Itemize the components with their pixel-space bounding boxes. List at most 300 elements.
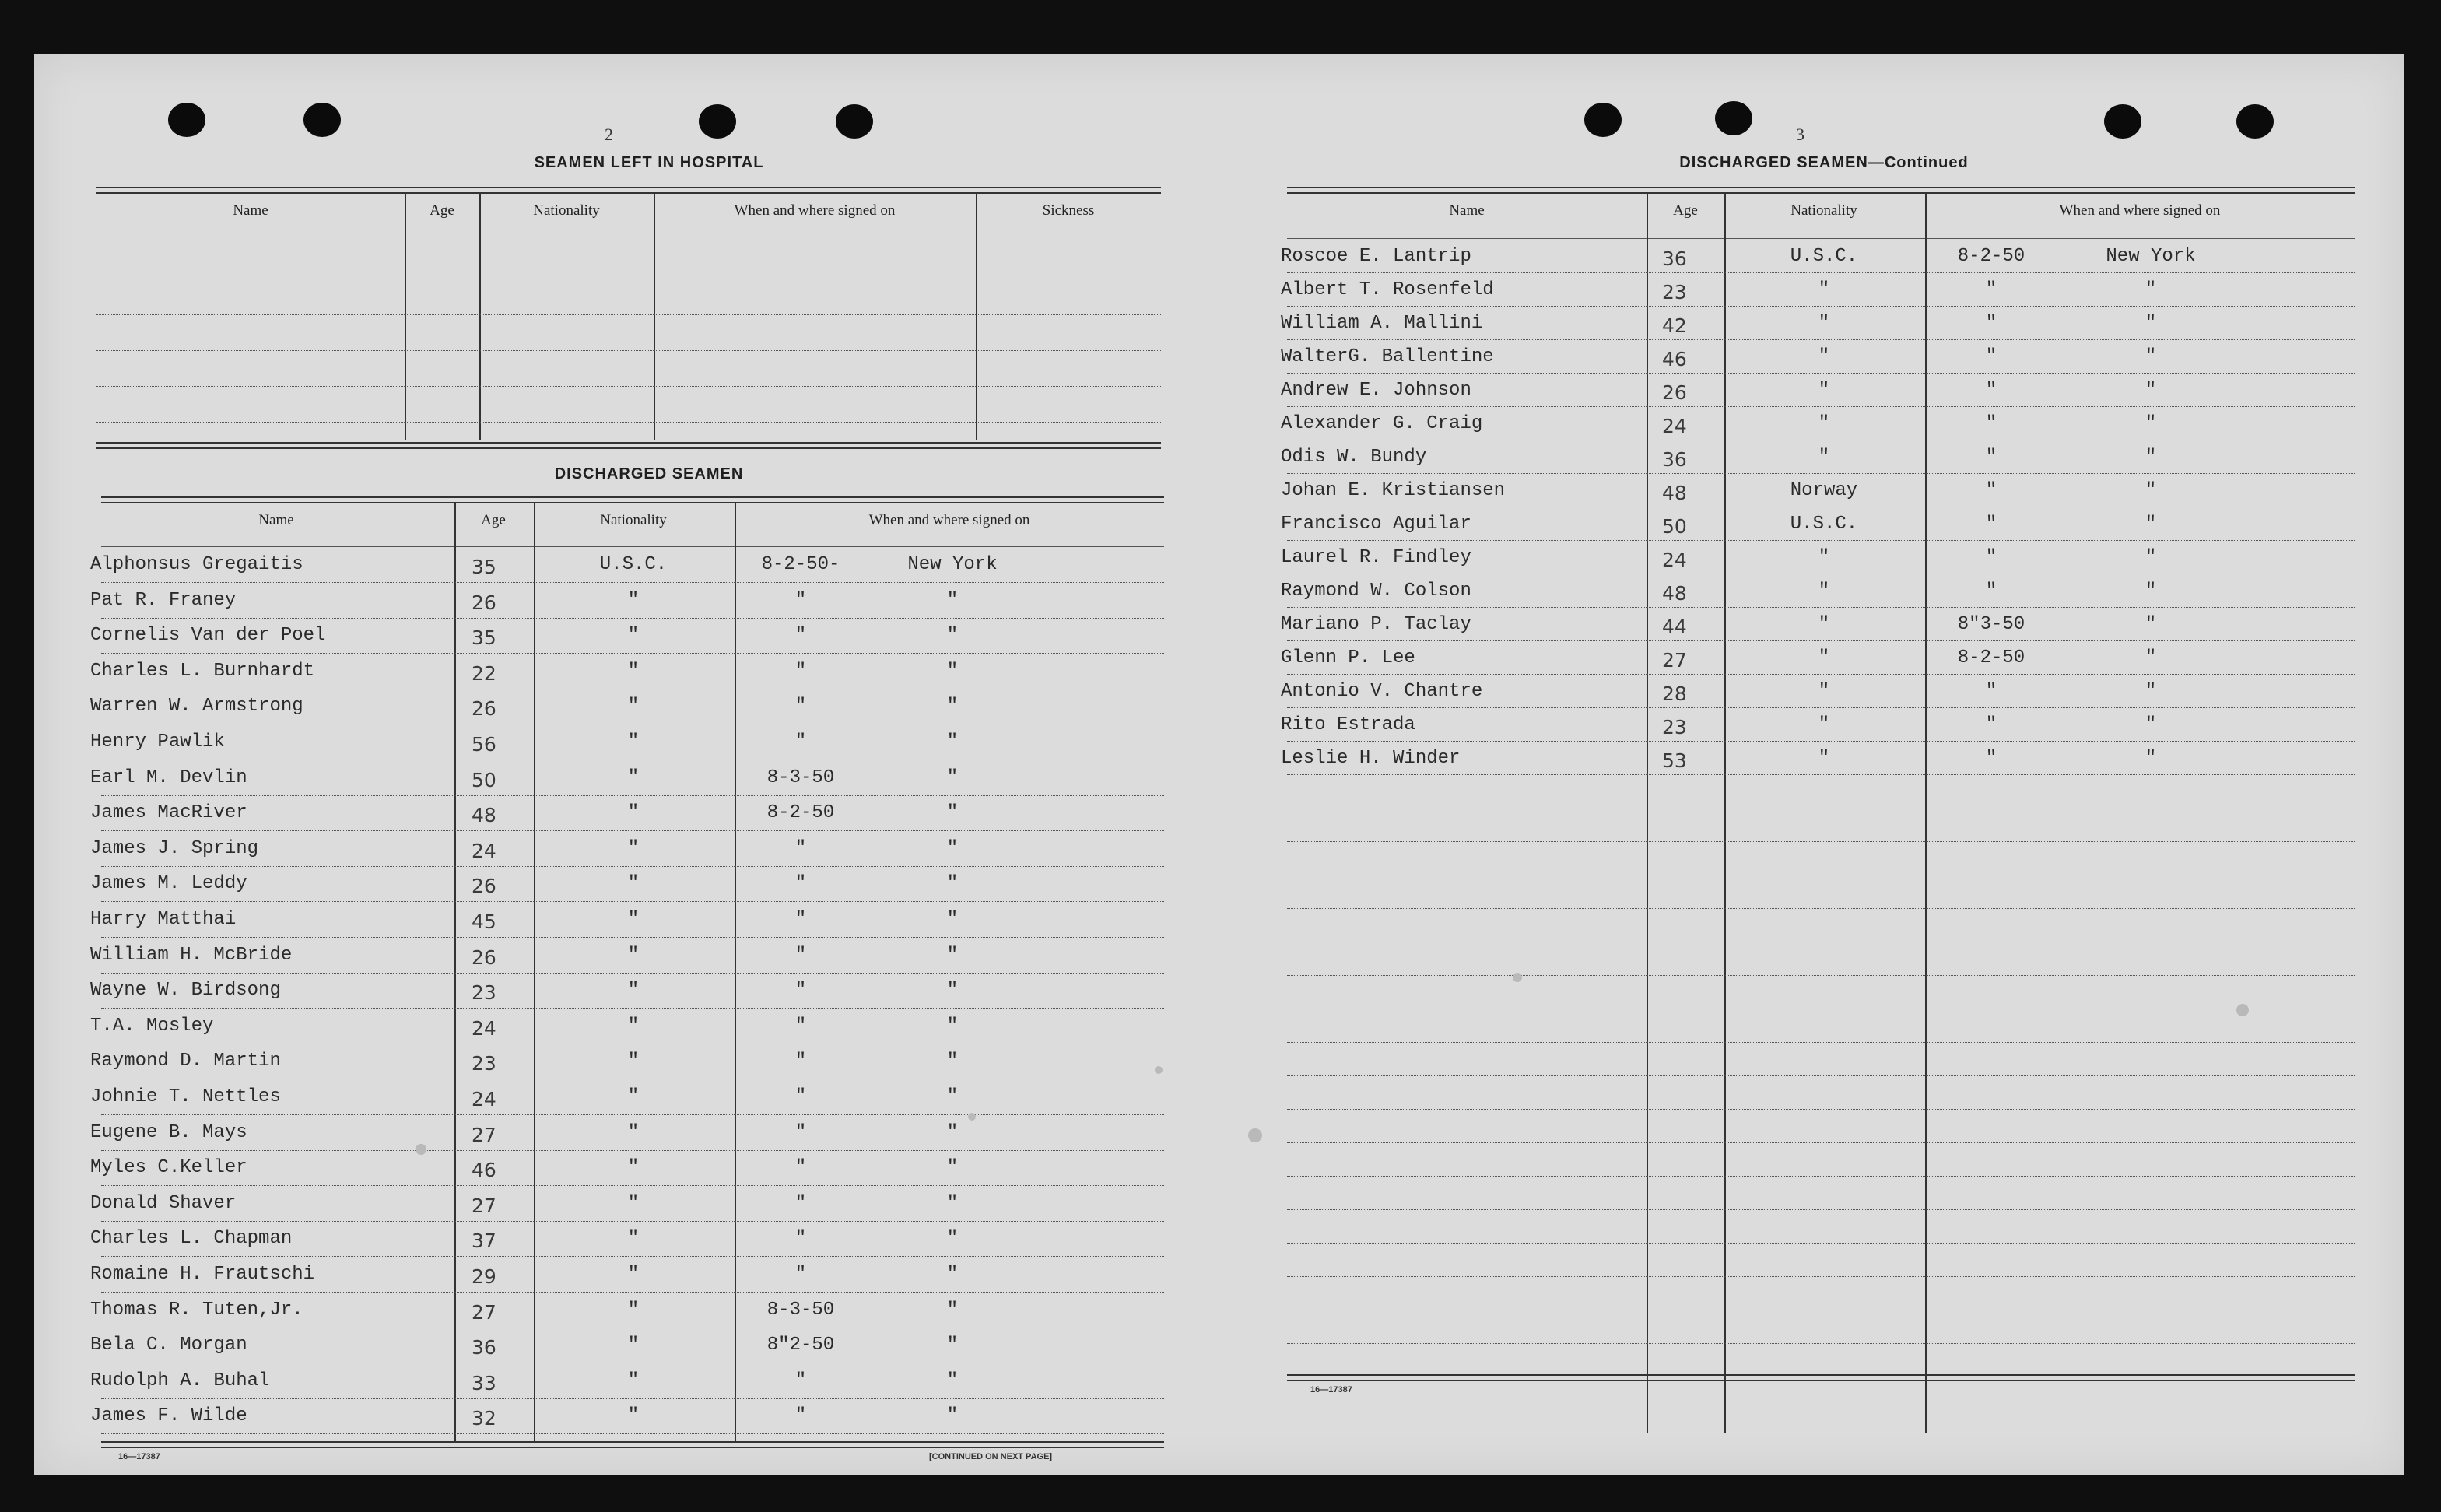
seaman-nationality: ": [1818, 447, 1830, 468]
seaman-age: 26: [472, 945, 496, 969]
seaman-age: 23: [472, 981, 496, 1005]
continued-note: [CONTINUED ON NEXT PAGE]: [929, 1452, 1053, 1461]
signed-on-place: ": [2145, 581, 2157, 602]
seaman-nationality: ": [1818, 714, 1830, 735]
discharged-col-name: Name: [258, 512, 294, 528]
seaman-nationality: ": [627, 1335, 640, 1356]
signed-on-place: ": [2145, 614, 2157, 635]
signed-on-place: ": [946, 944, 959, 966]
row-line: [101, 973, 1164, 974]
punch-hole: [836, 104, 873, 139]
signed-on-place: ": [946, 837, 959, 859]
right-col-nationality: Nationality: [1790, 202, 1857, 219]
signed-on-date: ": [794, 1051, 807, 1072]
seaman-name: Leslie H. Winder: [1281, 748, 1461, 769]
signed-on-date: ": [794, 944, 807, 966]
signed-on-date: 8-3-50: [766, 1299, 835, 1321]
signed-on-place: ": [946, 767, 959, 788]
row-line: [101, 1150, 1164, 1151]
seaman-name: Rudolph A. Buhal: [90, 1370, 270, 1391]
seaman-nationality: ": [627, 660, 640, 682]
signed-on-date: ": [794, 909, 807, 930]
signed-on-place: ": [946, 1405, 959, 1427]
empty-row-line: [96, 422, 1161, 423]
rule: [1287, 238, 2355, 239]
seaman-age: 27: [472, 1300, 496, 1324]
rule: [101, 496, 1164, 503]
seaman-nationality: U.S.C.: [599, 554, 668, 575]
signed-on-date: ": [794, 837, 807, 859]
seaman-name: Johnie T. Nettles: [90, 1086, 281, 1107]
form-number-right: 16—17387: [1310, 1385, 1352, 1394]
signed-on-date: ": [794, 1086, 807, 1107]
signed-on-place: ": [946, 1051, 959, 1072]
paper-speck: [1155, 1066, 1163, 1074]
punch-hole: [303, 103, 341, 137]
seaman-age: 28: [1662, 682, 1687, 705]
signed-on-place: ": [946, 802, 959, 824]
seaman-nationality: ": [627, 873, 640, 895]
discharged-section-title: DISCHARGED SEAMEN: [554, 465, 744, 482]
seaman-age: 24: [1662, 549, 1687, 571]
form-number-left: 16—17387: [118, 1452, 160, 1461]
seaman-nationality: ": [627, 625, 640, 647]
empty-row-line: [1287, 1209, 2355, 1210]
signed-on-place: ": [946, 1299, 959, 1321]
seaman-nationality: ": [627, 1051, 640, 1072]
seaman-name: Romaine H. Frautschi: [90, 1264, 315, 1285]
punch-hole: [2104, 104, 2141, 139]
col-divider: [1647, 193, 1648, 1433]
hospital-col-sickness: Sickness: [1042, 202, 1095, 219]
signed-on-place: ": [946, 1192, 959, 1214]
signed-on-place: ": [2145, 346, 2157, 367]
seaman-name: Earl M. Devlin: [90, 767, 247, 788]
signed-on-place: ": [2145, 647, 2157, 668]
seaman-nationality: ": [627, 1157, 640, 1179]
seaman-nationality: ": [627, 802, 640, 824]
seaman-age: 27: [472, 1123, 496, 1146]
signed-on-place: ": [946, 1086, 959, 1107]
row-line: [1287, 640, 2355, 641]
signed-on-place: ": [946, 1370, 959, 1391]
seaman-nationality: ": [1818, 681, 1830, 702]
empty-row-line: [1287, 1142, 2355, 1143]
seaman-nationality: ": [1818, 547, 1830, 568]
row-line: [101, 795, 1164, 796]
rule: [1287, 187, 2355, 194]
seaman-name: Warren W. Armstrong: [90, 696, 303, 717]
signed-on-place: ": [946, 873, 959, 895]
signed-on-date: ": [1985, 581, 1997, 602]
signed-on-date: ": [1985, 380, 1997, 401]
seaman-nationality: ": [1818, 581, 1830, 602]
signed-on-date: ": [794, 1192, 807, 1214]
row-line: [1287, 473, 2355, 474]
seaman-age: 26: [472, 875, 496, 898]
signed-on-place: ": [2145, 547, 2157, 568]
row-line: [101, 653, 1164, 654]
signed-on-date: ": [1985, 279, 1997, 300]
seaman-nationality: ": [1818, 748, 1830, 769]
seaman-name: Mariano P. Taclay: [1281, 614, 1471, 635]
seaman-nationality: ": [1818, 614, 1830, 635]
row-line: [1287, 373, 2355, 374]
seaman-name: Laurel R. Findley: [1281, 547, 1471, 568]
punch-hole: [1715, 101, 1752, 135]
signed-on-date: ": [1985, 547, 1997, 568]
signed-on-place: ": [2145, 514, 2157, 535]
hospital-col-nationality: Nationality: [533, 202, 600, 219]
row-line: [101, 1185, 1164, 1186]
col-divider: [654, 193, 655, 440]
seaman-age: 37: [472, 1230, 496, 1253]
signed-on-date: ": [794, 1264, 807, 1285]
seaman-name: James F. Wilde: [90, 1405, 247, 1427]
seaman-age: 23: [1662, 281, 1687, 303]
discharged-col-age: Age: [481, 512, 506, 528]
seaman-age: 23: [472, 1052, 496, 1075]
seaman-nationality: ": [627, 1299, 640, 1321]
seaman-name: William A. Mallini: [1281, 313, 1483, 334]
signed-on-date: 8-3-50: [766, 767, 835, 788]
seaman-nationality: ": [627, 696, 640, 717]
empty-row-line: [1287, 1276, 2355, 1277]
seaman-name: Antonio V. Chantre: [1281, 681, 1483, 702]
seaman-age: 24: [472, 1016, 496, 1040]
signed-on-place: ": [946, 1015, 959, 1037]
signed-on-date: 8"2-50: [766, 1335, 835, 1356]
row-line: [101, 618, 1164, 619]
seaman-nationality: ": [627, 980, 640, 1002]
crew-list-sheet: [34, 54, 2404, 1475]
signed-on-place: ": [2145, 313, 2157, 334]
rule: [96, 442, 1161, 449]
seaman-name: Raymond D. Martin: [90, 1051, 281, 1072]
seaman-nationality: ": [627, 1264, 640, 1285]
signed-on-date: ": [1985, 514, 1997, 535]
rule: [101, 546, 1164, 547]
row-line: [1287, 774, 2355, 775]
empty-row-line: [1287, 841, 2355, 842]
seaman-nationality: ": [627, 1228, 640, 1250]
seaman-nationality: ": [627, 1015, 640, 1037]
rule: [1287, 1374, 2355, 1381]
seaman-name: Odis W. Bundy: [1281, 447, 1427, 468]
signed-on-place: ": [2145, 413, 2157, 434]
signed-on-place: ": [946, 980, 959, 1002]
signed-on-place: ": [2145, 714, 2157, 735]
row-line: [101, 1433, 1164, 1434]
paper-speck: [416, 1144, 426, 1155]
signed-on-place: ": [946, 696, 959, 717]
seaman-name: Bela C. Morgan: [90, 1335, 247, 1356]
paper-speck: [1513, 973, 1522, 982]
seaman-name: Wayne W. Birdsong: [90, 980, 281, 1002]
row-line: [101, 937, 1164, 938]
row-line: [1287, 707, 2355, 708]
col-divider: [405, 193, 406, 440]
seaman-name: James MacRiver: [90, 802, 247, 824]
seaman-name: WalterG. Ballentine: [1281, 346, 1494, 367]
signed-on-place: ": [2145, 480, 2157, 501]
empty-row-line: [1287, 1176, 2355, 1177]
rule: [101, 1441, 1164, 1448]
row-line: [1287, 741, 2355, 742]
signed-on-date: ": [794, 731, 807, 752]
row-line: [1287, 674, 2355, 675]
signed-on-place: ": [2145, 447, 2157, 468]
hospital-col-signed-on: When and where signed on: [734, 202, 896, 219]
signed-on-date: ": [794, 589, 807, 611]
rule: [96, 187, 1161, 194]
row-line: [101, 830, 1164, 831]
paper-speck: [2236, 1004, 2249, 1016]
signed-on-place: ": [2145, 279, 2157, 300]
row-line: [1287, 540, 2355, 541]
empty-row-line: [1287, 1343, 2355, 1344]
paper-speck: [1248, 1128, 1262, 1142]
seaman-age: 32: [472, 1407, 496, 1430]
signed-on-place: New York: [907, 554, 998, 575]
seaman-age: 50: [472, 768, 496, 791]
row-line: [101, 1008, 1164, 1009]
seaman-nationality: ": [1818, 413, 1830, 434]
signed-on-place: ": [2145, 681, 2157, 702]
seaman-age: 36: [1662, 448, 1687, 471]
row-line: [101, 901, 1164, 902]
seaman-nationality: ": [627, 1192, 640, 1214]
seaman-name: Henry Pawlik: [90, 731, 225, 752]
seaman-age: 53: [1662, 749, 1687, 772]
empty-row-line: [1287, 975, 2355, 976]
seaman-age: 36: [472, 1336, 496, 1359]
seaman-name: Thomas R. Tuten,Jr.: [90, 1299, 303, 1321]
seaman-age: 26: [472, 697, 496, 721]
row-line: [1287, 406, 2355, 407]
page-number-right: 3: [1796, 125, 1804, 144]
seaman-nationality: ": [1818, 647, 1830, 668]
seaman-age: 22: [472, 661, 496, 685]
signed-on-date: ": [1985, 681, 1997, 702]
signed-on-date: ": [1985, 480, 1997, 501]
seaman-nationality: ": [1818, 346, 1830, 367]
seaman-age: 26: [1662, 381, 1687, 404]
row-line: [101, 1256, 1164, 1257]
seaman-name: Alphonsus Gregaitis: [90, 554, 303, 575]
seaman-nationality: ": [627, 1086, 640, 1107]
signed-on-date: 8"3-50: [1957, 614, 2025, 635]
seaman-age: 24: [1662, 415, 1687, 437]
signed-on-date: ": [1985, 413, 1997, 434]
right-col-age: Age: [1673, 202, 1698, 219]
seaman-age: 48: [1662, 482, 1687, 504]
seaman-nationality: ": [627, 1405, 640, 1427]
col-divider: [1724, 193, 1726, 1433]
hospital-section-title: SEAMEN LEFT IN HOSPITAL: [534, 154, 764, 171]
seaman-age: 48: [1662, 582, 1687, 605]
signed-on-place: ": [946, 625, 959, 647]
empty-row-line: [1287, 908, 2355, 909]
seaman-name: William H. McBride: [90, 944, 293, 966]
signed-on-place: ": [946, 1121, 959, 1143]
punch-hole: [699, 104, 736, 139]
seaman-age: 36: [1662, 247, 1687, 270]
seaman-nationality: ": [627, 837, 640, 859]
seaman-age: 27: [1662, 649, 1687, 672]
seaman-nationality: ": [627, 1121, 640, 1143]
seaman-age: 46: [1662, 348, 1687, 370]
seaman-age: 35: [472, 556, 496, 578]
signed-on-place: ": [946, 1228, 959, 1250]
seaman-name: Cornelis Van der Poel: [90, 625, 326, 647]
seaman-name: Roscoe E. Lantrip: [1281, 246, 1471, 267]
seaman-name: Rito Estrada: [1281, 714, 1415, 735]
seaman-nationality: ": [627, 944, 640, 966]
discharged-col-signed-on: When and where signed on: [868, 512, 1030, 528]
signed-on-date: ": [1985, 447, 1997, 468]
empty-row-line: [96, 386, 1161, 387]
seaman-age: 50: [1662, 515, 1687, 538]
discharged-continued-title: DISCHARGED SEAMEN—Continued: [1679, 154, 1969, 171]
signed-on-date: ": [1985, 714, 1997, 735]
seaman-name: Charles L. Burnhardt: [90, 660, 315, 682]
empty-row-line: [96, 350, 1161, 351]
signed-on-date: ": [794, 1015, 807, 1037]
signed-on-date: 8-2-50: [1957, 246, 2025, 267]
discharged-col-nationality: Nationality: [600, 512, 667, 528]
seaman-nationality: ": [1818, 313, 1830, 334]
signed-on-date: 8-2-50: [766, 802, 835, 824]
seaman-name: Charles L. Chapman: [90, 1228, 293, 1250]
row-line: [101, 582, 1164, 583]
hospital-col-name: Name: [233, 202, 268, 219]
seaman-age: 56: [472, 733, 496, 756]
seaman-name: Francisco Aguilar: [1281, 514, 1471, 535]
signed-on-date: 8-2-50: [1957, 647, 2025, 668]
col-divider: [479, 193, 481, 440]
page-number-left: 2: [605, 125, 613, 144]
row-line: [1287, 306, 2355, 307]
seaman-age: 33: [472, 1371, 496, 1394]
signed-on-place: ": [946, 660, 959, 682]
empty-row-line: [1287, 1109, 2355, 1110]
seaman-name: Andrew E. Johnson: [1281, 380, 1471, 401]
seaman-name: Harry Matthai: [90, 909, 237, 930]
seaman-age: 26: [472, 591, 496, 614]
signed-on-place: ": [946, 909, 959, 930]
seaman-name: Myles C.Keller: [90, 1157, 247, 1179]
signed-on-place: ": [2145, 380, 2157, 401]
signed-on-place: ": [2145, 748, 2157, 769]
seaman-name: Alexander G. Craig: [1281, 413, 1483, 434]
right-col-name: Name: [1449, 202, 1485, 219]
row-line: [101, 1221, 1164, 1222]
seaman-name: Johan E. Kristiansen: [1281, 480, 1506, 501]
seaman-age: 24: [472, 1088, 496, 1110]
seaman-name: Pat R. Franey: [90, 589, 237, 611]
seaman-age: 29: [472, 1265, 496, 1288]
signed-on-date: ": [794, 1228, 807, 1250]
signed-on-date: ": [794, 660, 807, 682]
seaman-age: 42: [1662, 314, 1687, 337]
seaman-age: 46: [472, 1159, 496, 1182]
empty-row-line: [1287, 1042, 2355, 1043]
signed-on-date: ": [1985, 313, 1997, 334]
empty-row-line: [1287, 1243, 2355, 1244]
signed-on-date: ": [794, 625, 807, 647]
right-col-signed-on: When and where signed on: [2059, 202, 2221, 219]
signed-on-date: ": [794, 980, 807, 1002]
signed-on-place: ": [946, 1264, 959, 1285]
seaman-age: 24: [472, 839, 496, 862]
row-line: [1287, 607, 2355, 608]
signed-on-date: ": [1985, 346, 1997, 367]
signed-on-date: ": [1985, 748, 1997, 769]
signed-on-place: ": [946, 731, 959, 752]
seaman-age: 45: [472, 910, 496, 933]
row-line: [101, 866, 1164, 867]
seaman-nationality: ": [627, 589, 640, 611]
seaman-name: Albert T. Rosenfeld: [1281, 279, 1494, 300]
seaman-nationality: ": [627, 1370, 640, 1391]
seaman-age: 23: [1662, 716, 1687, 738]
signed-on-date: 8-2-50-: [761, 554, 840, 575]
seaman-nationality: Norway: [1790, 480, 1858, 501]
empty-row-line: [96, 314, 1161, 315]
seaman-nationality: U.S.C.: [1790, 514, 1858, 535]
seaman-nationality: ": [627, 767, 640, 788]
signed-on-date: ": [794, 1370, 807, 1391]
seaman-name: T.A. Mosley: [90, 1015, 214, 1037]
seaman-age: 35: [472, 626, 496, 650]
seaman-name: Eugene B. Mays: [90, 1121, 247, 1143]
row-line: [101, 1398, 1164, 1399]
signed-on-date: ": [794, 1157, 807, 1179]
seaman-nationality: ": [1818, 380, 1830, 401]
signed-on-date: ": [794, 873, 807, 895]
punch-hole: [168, 103, 205, 137]
signed-on-date: ": [794, 696, 807, 717]
signed-on-place: ": [946, 1157, 959, 1179]
seaman-name: James J. Spring: [90, 837, 259, 859]
empty-row-line: [1287, 1075, 2355, 1076]
col-divider: [1925, 193, 1927, 1433]
seaman-nationality: U.S.C.: [1790, 246, 1858, 267]
col-divider: [976, 193, 977, 440]
signed-on-date: ": [794, 1405, 807, 1427]
paper-speck: [968, 1113, 976, 1121]
seaman-age: 27: [472, 1194, 496, 1217]
signed-on-date: ": [794, 1121, 807, 1143]
signed-on-place: ": [946, 1335, 959, 1356]
row-line: [101, 1114, 1164, 1115]
seaman-age: 44: [1662, 616, 1687, 638]
seaman-nationality: ": [1818, 279, 1830, 300]
seaman-age: 48: [472, 804, 496, 827]
row-line: [1287, 339, 2355, 340]
row-line: [1287, 272, 2355, 273]
signed-on-place: New York: [2106, 246, 2196, 267]
seaman-nationality: ": [627, 731, 640, 752]
hospital-col-age: Age: [430, 202, 454, 219]
punch-hole: [1584, 103, 1622, 137]
row-line: [101, 1292, 1164, 1293]
seaman-name: Donald Shaver: [90, 1192, 237, 1214]
signed-on-place: ": [946, 589, 959, 611]
seaman-name: James M. Leddy: [90, 873, 247, 895]
punch-hole: [2236, 104, 2274, 139]
